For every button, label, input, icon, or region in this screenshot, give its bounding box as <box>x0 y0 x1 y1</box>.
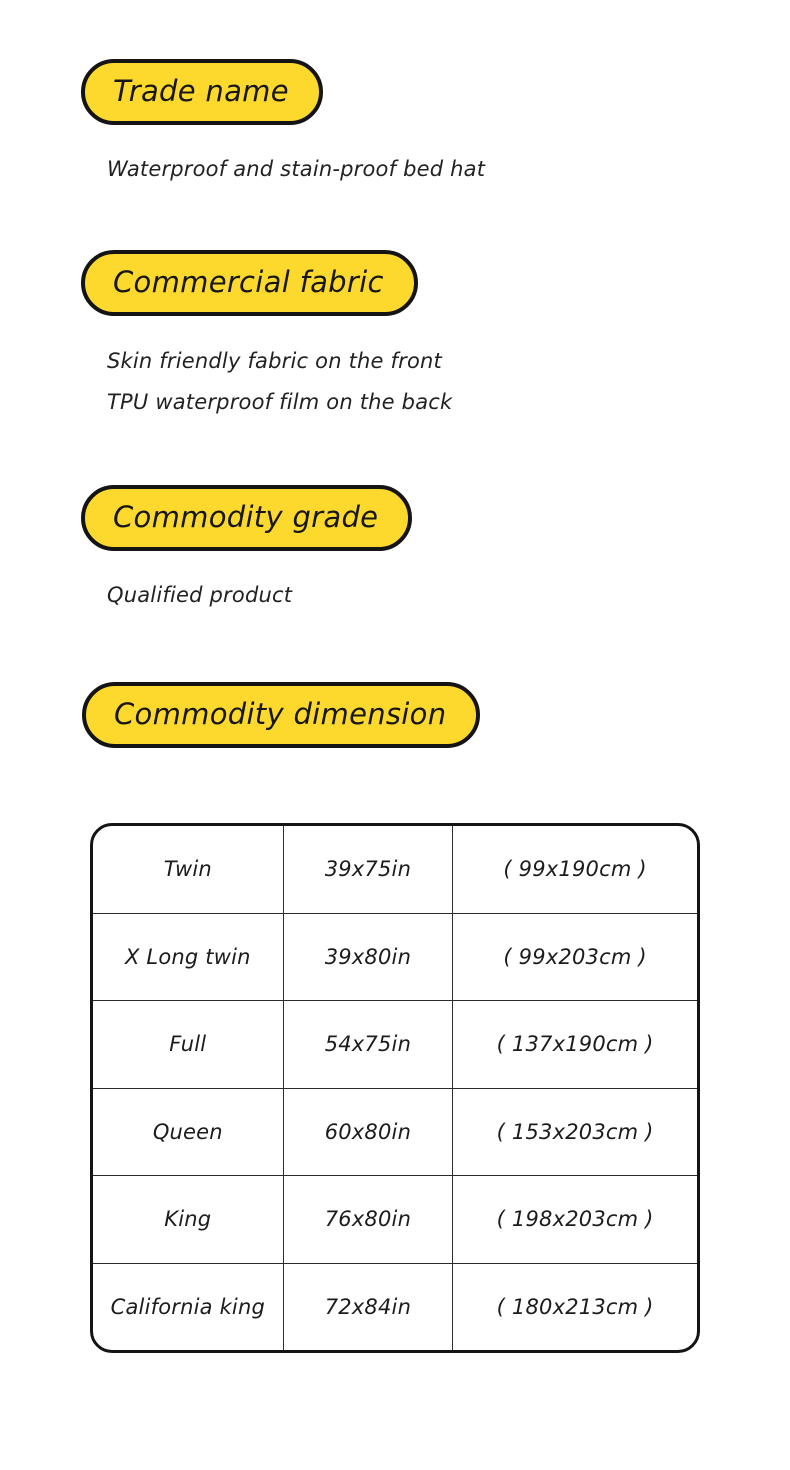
section-header-commercial-fabric <box>81 250 418 316</box>
table-row-x-long-twin <box>93 914 697 1002</box>
size-table <box>90 823 700 1353</box>
size-centimeters-cell: ( 99x190cm ) <box>503 857 647 882</box>
table-row-king <box>93 1176 697 1264</box>
size-centimeters-cell: ( 180x213cm ) <box>496 1294 654 1319</box>
size-inches-cell: 39x75in <box>284 826 454 913</box>
section-header-commodity-grade <box>81 485 412 551</box>
table-row-california-king <box>93 1264 697 1351</box>
size-inches-cell: 39x80in <box>284 914 454 1001</box>
size-name-cell: X Long twin <box>93 914 284 1001</box>
size-centimeters-cell: ( 153x203cm ) <box>496 1119 654 1144</box>
table-row-twin <box>93 826 697 914</box>
size-inches-cell: 72x84in <box>284 1264 454 1351</box>
size-inches-cell: 60x80in <box>284 1089 454 1176</box>
section-header-label: Trade name <box>113 74 289 108</box>
size-name-cell: California king <box>93 1264 284 1351</box>
size-name-cell: Full <box>93 1001 284 1088</box>
size-centimeters-cell: ( 99x203cm ) <box>503 944 647 969</box>
table-row-queen <box>93 1089 697 1177</box>
section-header-label: Commodity dimension <box>114 697 447 731</box>
size-centimeters-cell: ( 198x203cm ) <box>496 1207 654 1232</box>
grade-text: Qualified product <box>107 583 293 607</box>
fabric-back-text: TPU waterproof film on the back <box>107 390 453 414</box>
section-header-label: Commodity grade <box>113 500 379 534</box>
size-centimeters-cell: ( 137x190cm ) <box>496 1032 654 1057</box>
section-header-commodity-dimension <box>82 682 480 748</box>
size-inches-cell: 76x80in <box>284 1176 454 1263</box>
size-name-cell: King <box>93 1176 284 1263</box>
section-header-trade-name <box>81 59 323 125</box>
table-row-full <box>93 1001 697 1089</box>
trade-name-text: Waterproof and stain-proof bed hat <box>107 157 486 181</box>
fabric-front-text: Skin friendly fabric on the front <box>107 349 442 373</box>
size-name-cell: Twin <box>93 826 284 913</box>
size-name-cell: Queen <box>93 1089 284 1176</box>
size-inches-cell: 54x75in <box>284 1001 454 1088</box>
section-header-label: Commercial fabric <box>113 265 384 299</box>
